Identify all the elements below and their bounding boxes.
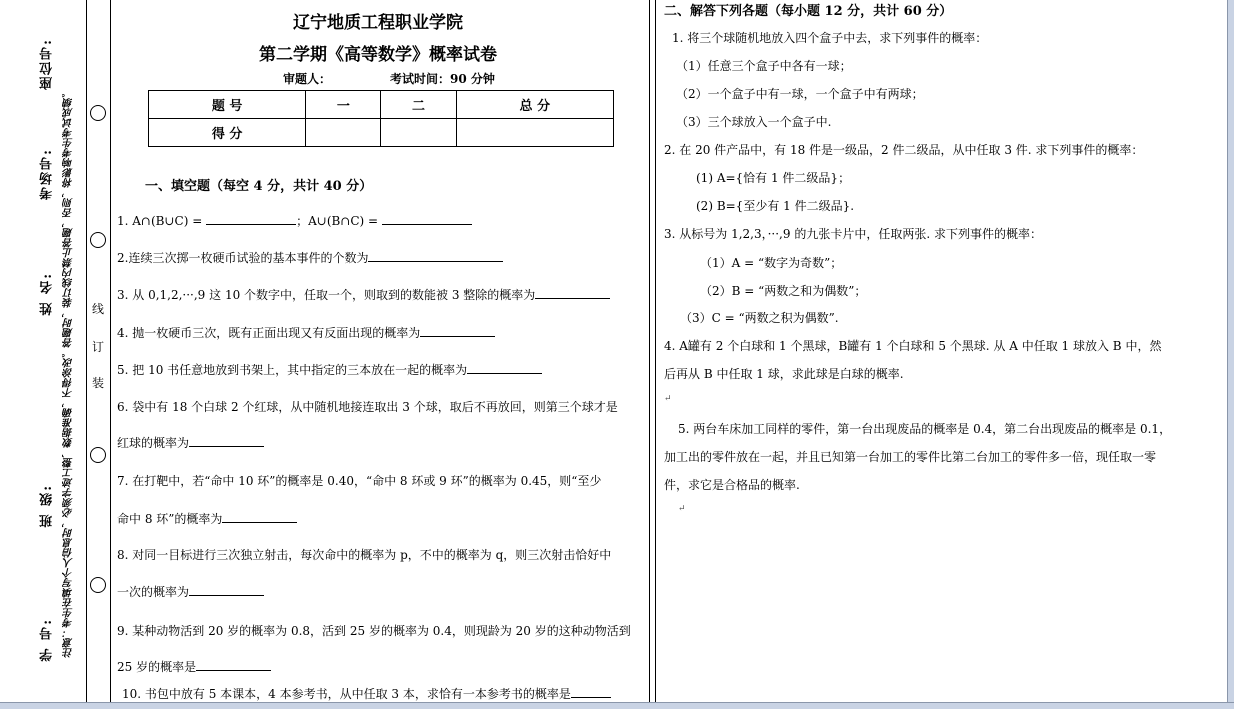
column-divider xyxy=(655,0,656,703)
fill-q5 xyxy=(117,361,637,378)
solve-q4-line1: 4. A罐有 2 个白球和 1 个黑球，B罐有 1 个白球和 5 个黑球. 从 A 中任取 1 球放入 B 中，然 xyxy=(664,339,1162,353)
solve-q3-part1: （1）A = “数字为奇数”； xyxy=(700,256,843,270)
answer-blank[interactable] xyxy=(467,361,542,374)
score-table xyxy=(148,90,614,147)
fill-q7a: 7. 在打靶中，若“命中 10 环”的概率是 0.40，“命中 8 环或 9 环”的概率为 0.45，则“至少 xyxy=(117,474,602,488)
paragraph-mark: ↵ xyxy=(678,504,686,514)
solve-q2: 2. 在 20 件产品中，有 18 件是一级品，2 件二级品，从中任取 3 件. 求下列事件的概率： xyxy=(664,143,1144,157)
solve-q3: 3. 从标号为 1,2,3，···,9 的九张卡片中，任取两张. 求下列事件的概率： xyxy=(664,227,1042,241)
score-cell: 一 xyxy=(306,91,381,119)
binding-hole xyxy=(90,577,106,593)
score-cell: 二 xyxy=(381,91,456,119)
q7b-text: 命中 8 环”的概率为 xyxy=(117,512,223,526)
solve-q1: 1. 将三个球随机地放入四个盒子中去，求下列事件的概率： xyxy=(672,31,988,45)
q6b-text: 红球的概率为 xyxy=(117,436,190,450)
answer-blank[interactable] xyxy=(196,658,271,671)
score-cell xyxy=(306,119,381,147)
binding-hole xyxy=(90,232,106,248)
exam-room-label: 考场号: xyxy=(40,148,55,200)
fill-q9a: 9. 某种动物活到 20 岁的概率为 0.8，活到 25 岁的概率为 0.4，则现龄为 20 岁的这种动物活到 xyxy=(117,624,631,638)
fill-q6b xyxy=(117,434,637,451)
answer-blank[interactable] xyxy=(382,212,472,225)
answer-blank[interactable] xyxy=(571,685,611,698)
solve-q3-part2: （2）B = “两数之和为偶数”； xyxy=(700,284,867,298)
exam-title: 第二学期《高等数学》概率试卷 xyxy=(259,45,497,65)
binding-hole xyxy=(90,447,106,463)
score-cell: 得 分 xyxy=(149,119,306,147)
seat-label: 座位号: xyxy=(40,38,55,90)
reviewer-label: 审题人： xyxy=(283,72,332,86)
section2-title: 二、解答下列各题（每小题 12 分，共计 60 分） xyxy=(664,4,953,19)
paragraph-mark: ↵ xyxy=(664,394,672,404)
fill-q6a: 6. 袋中有 18 个白球 2 个红球，从中随机地接连取出 3 个球，取后不再放回，则第三个球才是 xyxy=(117,400,618,414)
section1-title: 一、填空题（每空 4 分，共计 40 分） xyxy=(145,179,373,194)
q1-part-b: ；A∪(B∩C) = xyxy=(296,214,382,228)
score-table-header-row xyxy=(149,91,614,119)
q10-text: 10. 书包中放有 5 本课本，4 本参考书，从中任取 3 本，求恰有一本参考书的概率是 xyxy=(122,687,571,701)
answer-blank[interactable] xyxy=(206,212,296,225)
solve-q1-part2: （2）一个盒子中有一球，一个盒子中有两球； xyxy=(676,87,924,101)
solve-q4-line2: 后再从 B 中任取 1 球，求此球是白球的概率. xyxy=(664,367,904,381)
answer-blank[interactable] xyxy=(189,583,264,596)
q8b-text: 一次的概率为 xyxy=(117,585,190,599)
solve-q3-part3: （3）C = “两数之积为偶数”. xyxy=(680,311,839,325)
score-cell: 总 分 xyxy=(456,91,613,119)
answer-blank[interactable] xyxy=(222,510,297,523)
solve-q5-line2: 加工出的零件放在一起，并且已知第一台加工的零件比第二台加工的零件多一倍，现任取一零 xyxy=(664,450,1157,464)
score-cell: 题 号 xyxy=(149,91,306,119)
fill-q4 xyxy=(117,324,637,341)
window-scrollbar-bottom[interactable] xyxy=(0,702,1234,709)
fill-q7b xyxy=(117,510,637,527)
answer-blank[interactable] xyxy=(420,324,495,337)
q9b-text: 25 岁的概率是 xyxy=(117,660,197,674)
solve-q2-part1: (1) A={恰有 1 件二级品}； xyxy=(696,171,851,185)
q2-text: 2.连续三次掷一枚硬币试验的基本事件的个数为 xyxy=(117,251,369,265)
fill-q8a: 8. 对同一目标进行三次独立射击，每次命中的概率为 p，不中的概率为 q，则三次射击恰好中 xyxy=(117,548,612,562)
name-label: 姓 名: xyxy=(40,272,55,316)
score-table-score-row xyxy=(149,119,614,147)
solve-q2-part2: (2) B={至少有 1 件二级品}. xyxy=(696,199,855,213)
school-name: 辽宁地质工程职业学院 xyxy=(293,13,463,33)
fill-q8b xyxy=(117,583,637,600)
answer-blank[interactable] xyxy=(368,249,503,262)
q5-text: 5. 把 10 书任意地放到书架上，其中指定的三本放在一起的概率为 xyxy=(117,363,468,377)
solve-q1-part1: （1）任意三个盒子中各有一球； xyxy=(676,59,852,73)
solve-q1-part3: （3）三个球放入一个盒子中. xyxy=(676,115,832,129)
q1-part-a: 1. A∩(B∪C) = xyxy=(117,214,207,228)
class-label: 班 级: xyxy=(40,484,55,528)
fill-q9b xyxy=(117,658,637,675)
fill-q2 xyxy=(117,249,637,266)
fill-q10 xyxy=(122,685,642,702)
binding-char-zhuang: 装 xyxy=(92,376,105,390)
column-divider xyxy=(649,0,650,703)
binding-char-ding: 订 xyxy=(92,340,105,354)
answer-blank[interactable] xyxy=(189,434,264,447)
solve-q5-line3: 件，求它是合格品的概率. xyxy=(664,478,800,492)
answer-blank[interactable] xyxy=(535,286,610,299)
score-cell xyxy=(381,119,456,147)
margin-notice: 注意：考生在填写个人信息时，必须字迹工整、数据准确，不得涂改。答题时，装订线内禁止答题，否则，将影响考生考试成绩。 xyxy=(64,88,75,658)
margin-line-inner xyxy=(110,0,111,703)
binding-char-xian: 线 xyxy=(92,302,105,316)
student-no-label: 学 号: xyxy=(40,618,55,662)
score-cell xyxy=(456,119,613,147)
fill-q3 xyxy=(117,286,637,303)
exam-time: 考试时间：90 分钟 xyxy=(390,72,495,86)
fill-q1 xyxy=(117,212,637,229)
q4-text: 4. 抛一枚硬币三次，既有正面出现又有反面出现的概率为 xyxy=(117,326,421,340)
binding-hole xyxy=(90,105,106,121)
solve-q5-line1: 5. 两台车床加工同样的零件，第一台出现废品的概率是 0.4，第二台出现废品的概率是 0.1， xyxy=(678,422,1172,436)
q3-text: 3. 从 0,1,2,···,9 这 10 个数字中，任取一个，则取到的数能被 3 整除的概率为 xyxy=(117,288,536,302)
window-scrollbar-right[interactable] xyxy=(1227,0,1234,709)
margin-line-outer xyxy=(86,0,87,703)
